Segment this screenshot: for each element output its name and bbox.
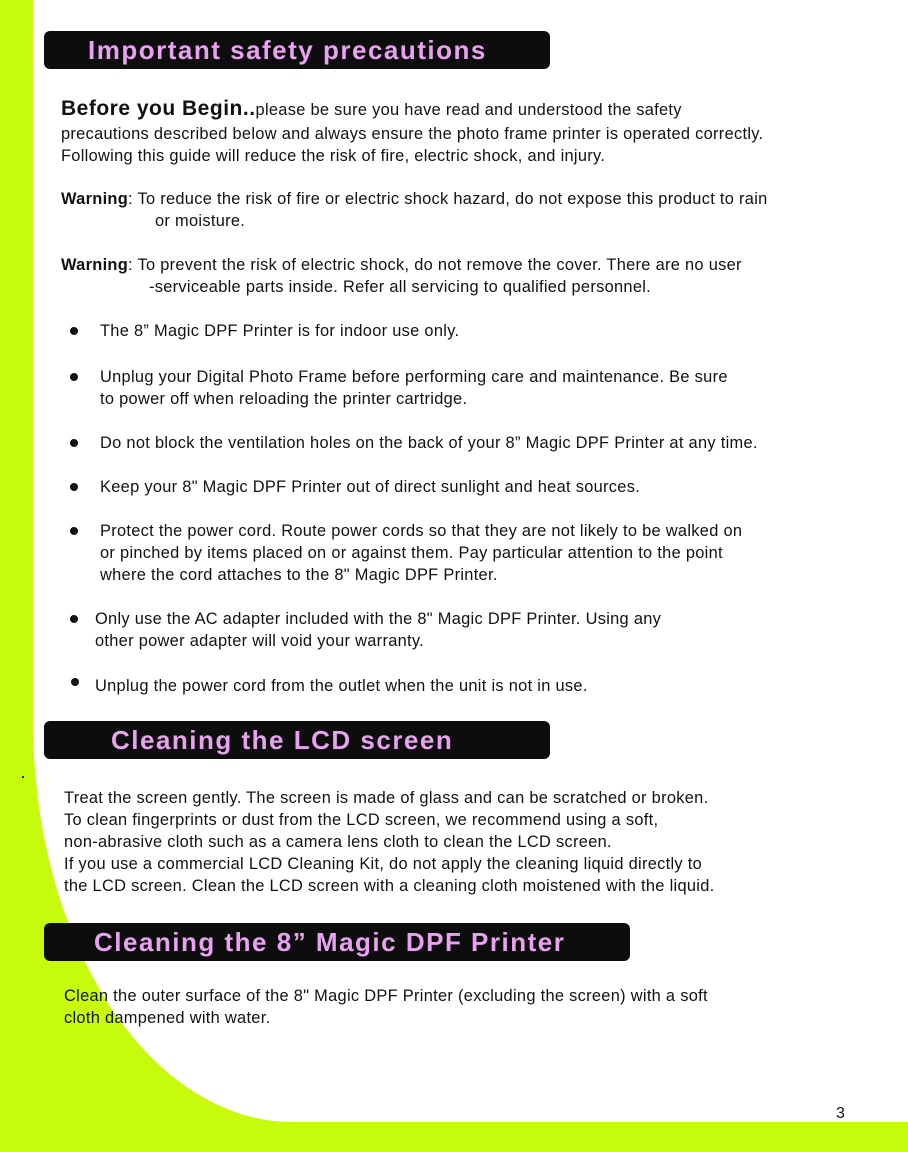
- warning-text: or moisture.: [155, 212, 246, 230]
- intro-line: please be sure you have read and understood the safety: [255, 101, 682, 119]
- page-number: 3: [836, 1105, 845, 1122]
- section-title: Cleaning the 8” Magic DPF Printer: [94, 927, 566, 957]
- list-item: [95, 675, 588, 697]
- list-item-text: Keep your 8" Magic DPF Printer out of direct sunlight and heat sources.: [100, 478, 641, 496]
- paragraph-line: the LCD screen. Clean the LCD screen with a cleaning cloth moistened with the liquid.: [64, 877, 715, 895]
- paragraph-line: Clean the outer surface of the 8" Magic DPF Printer (excluding the screen) with a soft: [64, 987, 708, 1005]
- bullet-dot: [71, 678, 79, 686]
- warning-label: Warning: [61, 256, 129, 274]
- list-item-text: The 8” Magic DPF Printer is for indoor use only.: [100, 322, 460, 340]
- list-item: [100, 320, 459, 342]
- warning-text: -serviceable parts inside. Refer all servicing to qualified personnel.: [149, 278, 652, 296]
- warning-label: Warning: [61, 190, 129, 208]
- list-item: [95, 608, 661, 652]
- printer-paragraph: [64, 985, 708, 1029]
- list-item-text: where the cord attaches to the 8" Magic DPF Printer.: [100, 566, 498, 584]
- intro-paragraph: [61, 96, 763, 167]
- bullet-dot: [70, 483, 78, 491]
- list-item-text: Protect the power cord. Route power cords so that they are not likely to be walked on: [100, 522, 743, 540]
- paragraph-line: To clean fingerprints or dust from the LCD screen, we recommend using a soft,: [64, 811, 659, 829]
- warning-text: : To prevent the risk of electric shock, do not remove the cover. There are no user: [128, 256, 742, 274]
- lcd-paragraph: [64, 787, 715, 897]
- list-item-text: or pinched by items placed on or against them. Pay particular attention to the point: [100, 544, 723, 562]
- bullet-dot: [70, 527, 78, 535]
- paragraph-line: cloth dampened with water.: [64, 1009, 271, 1027]
- intro-line: Following this guide will reduce the risk of fire, electric shock, and injury.: [61, 147, 606, 165]
- list-item: [100, 476, 640, 498]
- bullet-dot: [70, 439, 78, 447]
- section-title: Important safety precautions: [88, 35, 487, 65]
- section-header-printer: [44, 923, 630, 961]
- list-item-text: Unplug your Digital Photo Frame before performing care and maintenance. Be sure: [100, 368, 728, 386]
- warning-text: : To reduce the risk of fire or electric shock hazard, do not expose this product to rain: [128, 190, 768, 208]
- list-item-text: other power adapter will void your warranty.: [95, 632, 425, 650]
- paragraph-line: non-abrasive cloth such as a camera lens cloth to clean the LCD screen.: [64, 833, 612, 851]
- intro-lead: Before you Begin..: [61, 97, 256, 120]
- section-header-lcd: [44, 721, 550, 759]
- list-item: [100, 366, 728, 410]
- bullet-dot: [70, 373, 78, 381]
- list-item: [100, 432, 758, 454]
- paragraph-line: Treat the screen gently. The screen is made of glass and can be scratched or broken.: [64, 789, 709, 807]
- bullet-dot: [70, 327, 78, 335]
- stray-dot: [22, 776, 24, 778]
- intro-line: precautions described below and always ensure the photo frame printer is operated correctly.: [61, 125, 764, 143]
- section-header-safety: [44, 31, 550, 69]
- list-item-text: to power off when reloading the printer cartridge.: [100, 390, 468, 408]
- paragraph-line: If you use a commercial LCD Cleaning Kit, do not apply the cleaning liquid directly to: [64, 855, 703, 873]
- list-item-text: Unplug the power cord from the outlet when the unit is not in use.: [95, 677, 588, 695]
- warning-1: [61, 188, 768, 232]
- warning-2: [61, 254, 742, 298]
- section-title: Cleaning the LCD screen: [111, 725, 454, 755]
- list-item-text: Do not block the ventilation holes on the back of your 8” Magic DPF Printer at any time.: [100, 434, 758, 452]
- list-item-text: Only use the AC adapter included with the 8" Magic DPF Printer. Using any: [95, 610, 662, 628]
- bullet-dot: [70, 615, 78, 623]
- list-item: [100, 520, 742, 586]
